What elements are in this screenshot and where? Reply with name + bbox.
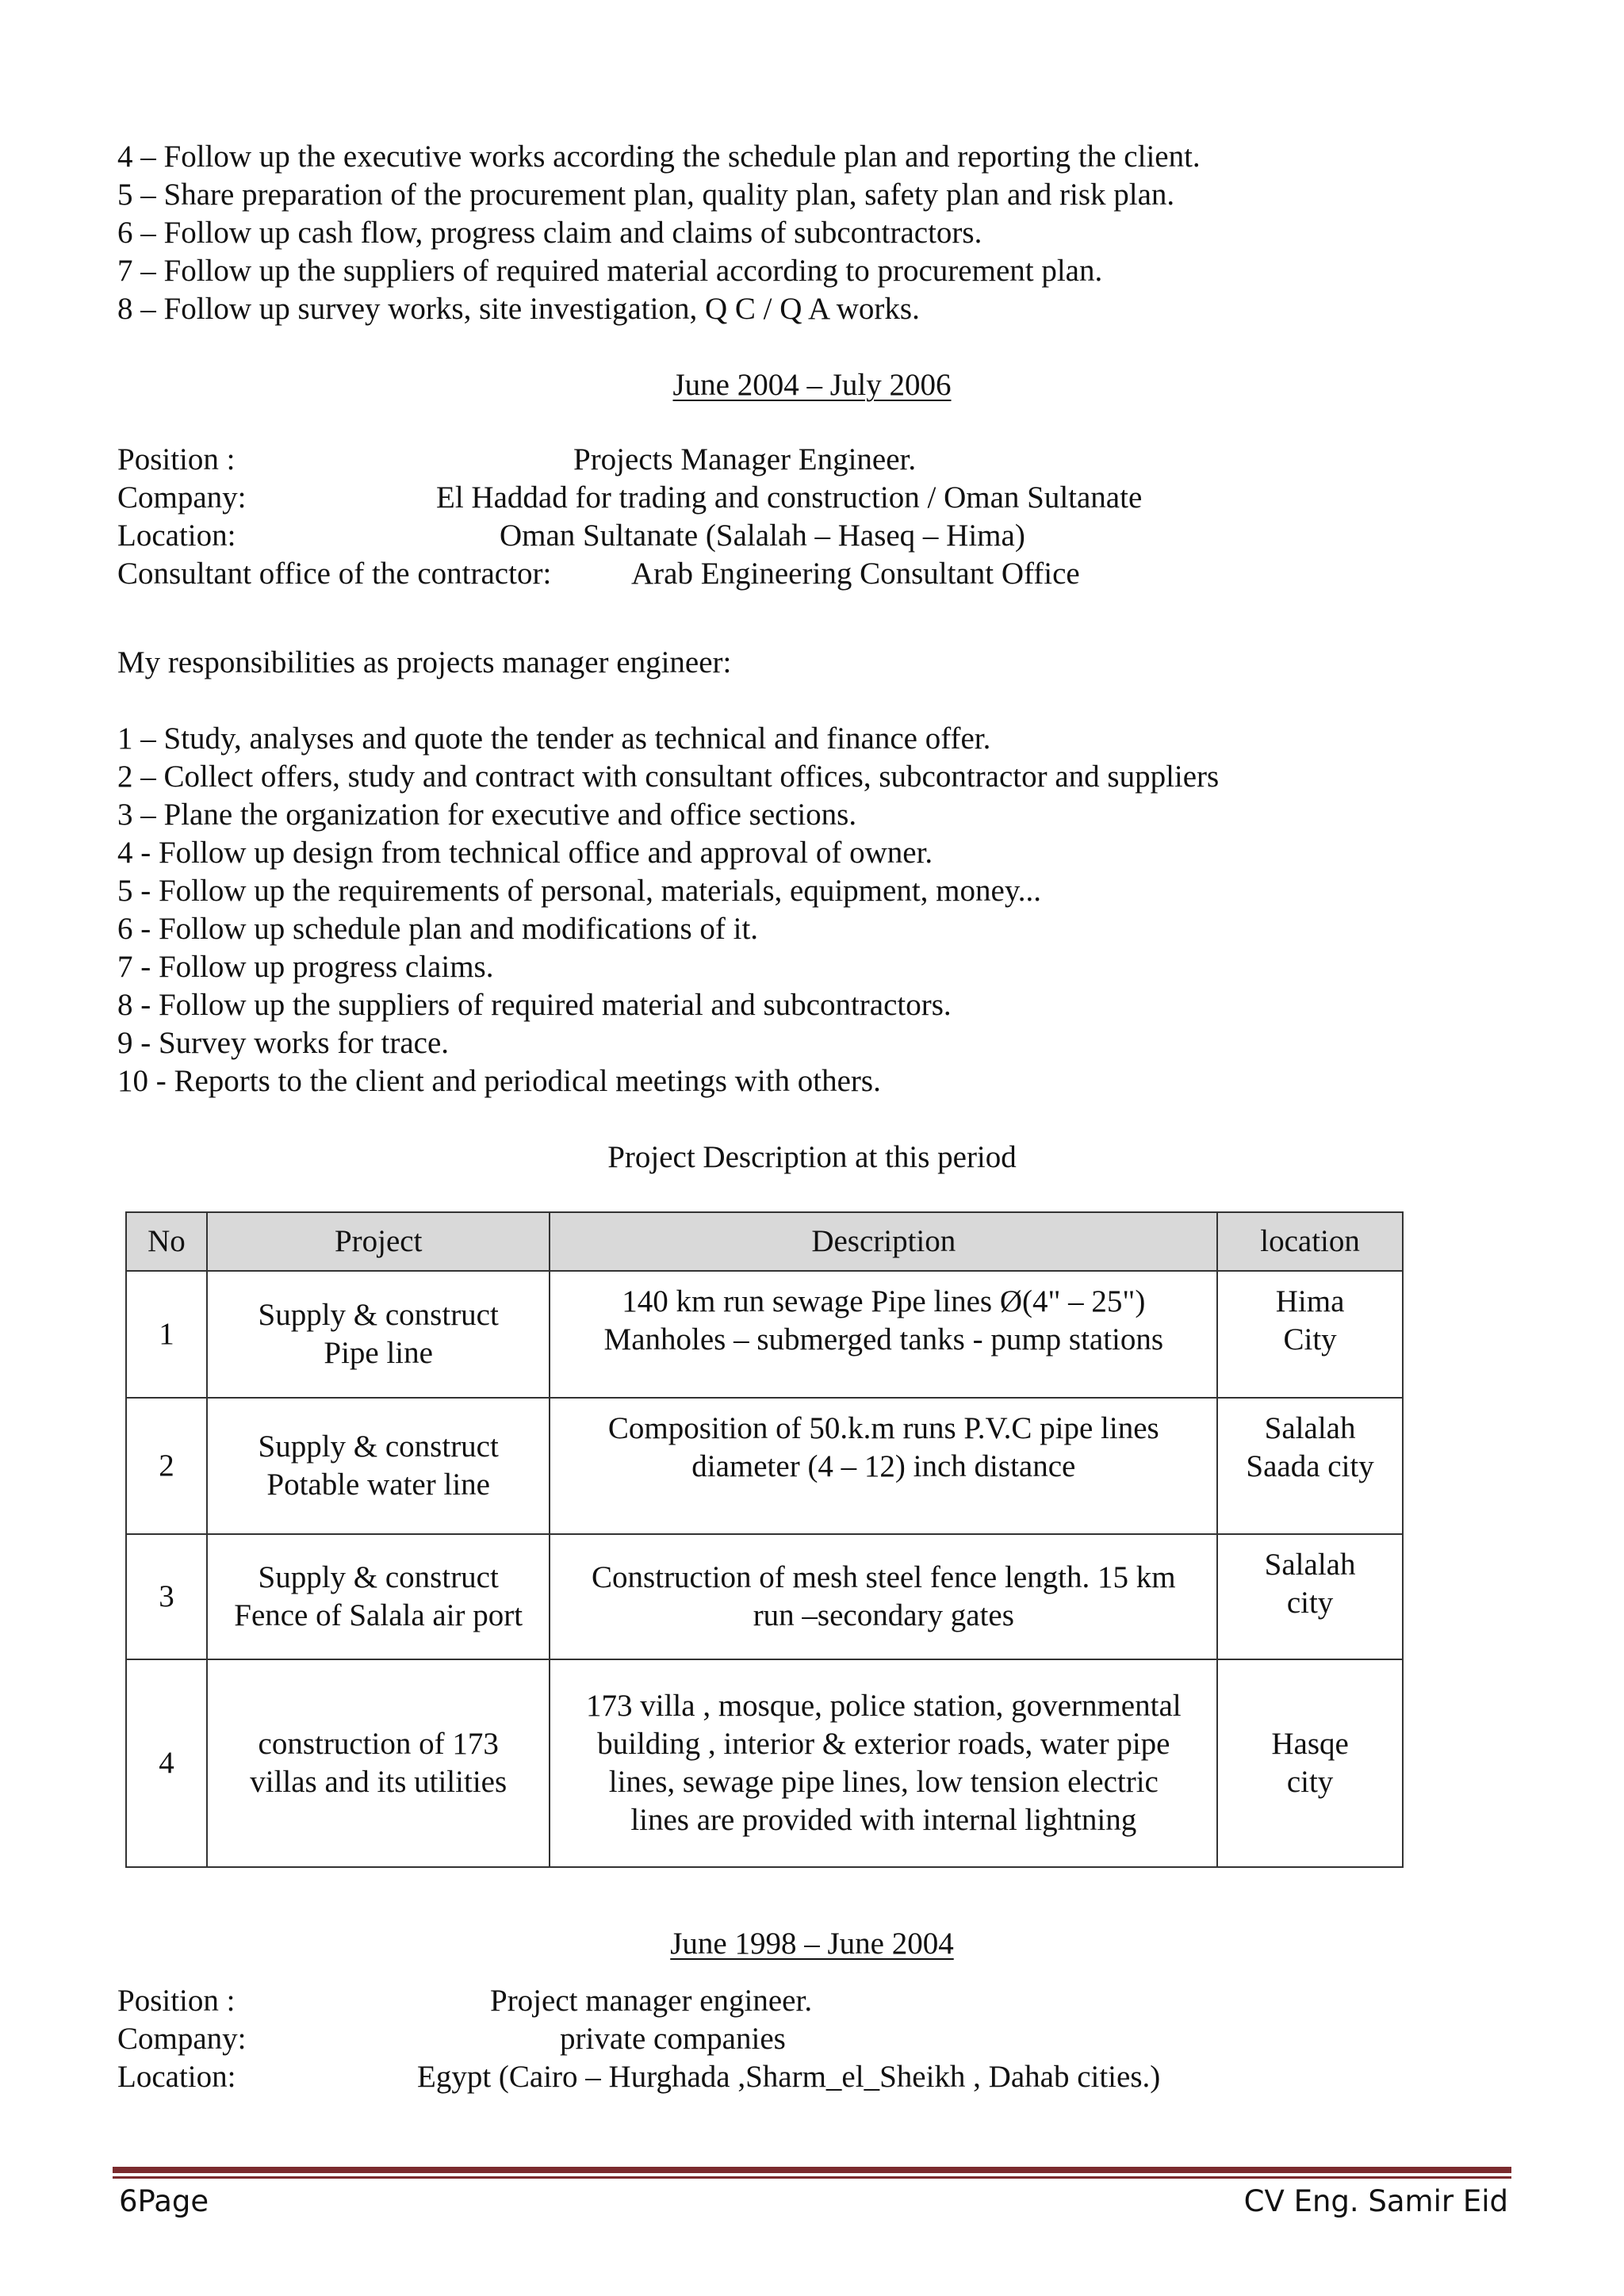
cell-description xyxy=(550,1659,1217,1867)
cell-text: Hasqe xyxy=(1271,1727,1349,1761)
column-header-location: location xyxy=(1217,1212,1403,1271)
cell-description xyxy=(550,1534,1217,1659)
period-dates: June 2004 – July 2006 xyxy=(672,368,952,402)
location-value: Oman Sultanate (Salalah – Haseq – Hima) xyxy=(500,519,1025,553)
duty-item-7: 7 – Follow up the suppliers of required material according to procurement plan. xyxy=(117,254,1103,288)
position-label: Position : xyxy=(117,442,236,476)
responsibility-item: 5 - Follow up the requirements of personal, materials, equipment, money... xyxy=(117,874,1042,908)
table-row xyxy=(126,1398,1403,1534)
cell-text: Supply & construct xyxy=(258,1429,499,1464)
cell-text: Fence of Salala air port xyxy=(234,1598,523,1632)
cell-text: Saada city xyxy=(1246,1449,1374,1483)
cell-text: diameter (4 – 12) inch distance xyxy=(691,1449,1076,1483)
company-label: Company: xyxy=(117,480,247,515)
cell-text: Hima xyxy=(1275,1284,1345,1318)
cell-text: lines are provided with internal lightning xyxy=(630,1803,1137,1837)
period-dates-heading xyxy=(0,366,1624,404)
cell-text: villas and its utilities xyxy=(250,1765,508,1799)
cell-no: 2 xyxy=(126,1398,207,1534)
location-row xyxy=(117,517,1465,555)
responsibility-item: 4 - Follow up design from technical office and approval of owner. xyxy=(117,836,933,870)
cell-location xyxy=(1217,1398,1403,1534)
cell-text: run –secondary gates xyxy=(753,1598,1014,1632)
company-row xyxy=(117,2020,1465,2058)
location-label: Location: xyxy=(117,519,236,553)
cell-project xyxy=(207,1271,550,1398)
cell-no: 3 xyxy=(126,1534,207,1659)
column-header-description: Description xyxy=(550,1212,1217,1271)
location-label: Location: xyxy=(117,2060,236,2094)
period-dates-heading xyxy=(0,1925,1624,1963)
period-dates: June 1998 – June 2004 xyxy=(670,1927,954,1961)
cell-no: 4 xyxy=(126,1659,207,1867)
responsibility-item: 1 – Study, analyses and quote the tender as technical and finance offer. xyxy=(117,721,991,756)
position-row xyxy=(117,441,1465,479)
cell-location xyxy=(1217,1271,1403,1398)
cell-project xyxy=(207,1398,550,1534)
location-value: Egypt (Cairo – Hurghada ,Sharm_el_Sheikh , Dahab cities.) xyxy=(417,2060,1161,2094)
duty-item-4: 4 – Follow up the executive works according the schedule plan and reporting the client. xyxy=(117,140,1201,174)
table-row xyxy=(126,1271,1403,1398)
footer-author: CV Eng. Samir Eid xyxy=(1243,2184,1508,2218)
company-value: private companies xyxy=(560,2022,786,2056)
footer-rule xyxy=(113,2167,1511,2173)
table-row xyxy=(126,1534,1403,1659)
cell-text: Salalah xyxy=(1264,1411,1356,1445)
position-value: Projects Manager Engineer. xyxy=(573,442,917,476)
consultant-row xyxy=(117,555,1465,593)
responsibility-item: 10 - Reports to the client and periodical meetings with others. xyxy=(117,1064,881,1098)
table-title: Project Description at this period xyxy=(607,1140,1017,1174)
cell-text: Supply & construct xyxy=(258,1298,499,1332)
duty-item-5: 5 – Share preparation of the procurement plan, quality plan, safety plan and risk plan. xyxy=(117,178,1175,212)
position-row xyxy=(117,1982,1465,2020)
company-label: Company: xyxy=(117,2022,247,2056)
position-label: Position : xyxy=(117,1984,236,2018)
cell-text: Construction of mesh steel fence length. 15 km xyxy=(592,1560,1176,1594)
cell-text: Composition of 50.k.m runs P.V.C pipe lines xyxy=(607,1411,1159,1445)
cell-text: building , interior & exterior roads, water pipe xyxy=(597,1727,1170,1761)
cell-description xyxy=(550,1398,1217,1534)
cell-text: lines, sewage pipe lines, low tension electric xyxy=(608,1765,1159,1799)
cell-text: Pipe line xyxy=(324,1336,433,1370)
cell-text: construction of 173 xyxy=(258,1727,499,1761)
cell-text: 173 villa , mosque, police station, governmental xyxy=(586,1689,1182,1723)
consultant-value: Arab Engineering Consultant Office xyxy=(631,557,1080,591)
cell-text: City xyxy=(1283,1322,1337,1357)
footer-page-number: 6Page xyxy=(119,2184,209,2218)
position-value: Project manager engineer. xyxy=(490,1984,813,2018)
responsibility-item: 2 – Collect offers, study and contract with consultant offices, subcontractor and suppliers xyxy=(117,760,1220,794)
cell-text: Supply & construct xyxy=(258,1560,499,1594)
responsibility-item: 9 - Survey works for trace. xyxy=(117,1026,450,1060)
responsibility-item: 8 - Follow up the suppliers of required material and subcontractors. xyxy=(117,988,952,1022)
cell-text: Potable water line xyxy=(266,1468,490,1502)
footer-rule-thin xyxy=(113,2176,1511,2179)
table-header-row xyxy=(126,1212,1403,1271)
cell-project xyxy=(207,1534,550,1659)
company-value: El Haddad for trading and construction / Oman Sultanate xyxy=(436,480,1143,515)
cell-text: Salalah xyxy=(1264,1548,1356,1582)
table-row xyxy=(126,1659,1403,1867)
location-row xyxy=(117,2058,1465,2096)
cell-text: Manholes – submerged tanks - pump stations xyxy=(603,1322,1164,1357)
duty-item-8: 8 – Follow up survey works, site investigation, Q C / Q A works. xyxy=(117,292,920,326)
cell-text: city xyxy=(1286,1586,1334,1620)
cell-text: city xyxy=(1286,1765,1334,1799)
cell-location xyxy=(1217,1534,1403,1659)
cell-project xyxy=(207,1659,550,1867)
consultant-label: Consultant office of the contractor: xyxy=(117,557,552,591)
responsibility-item: 7 - Follow up progress claims. xyxy=(117,950,494,984)
cell-location xyxy=(1217,1659,1403,1867)
duty-item-6: 6 – Follow up cash flow, progress claim and claims of subcontractors. xyxy=(117,216,982,250)
project-table xyxy=(125,1211,1404,1868)
cell-text: 140 km run sewage Pipe lines Ø(4" – 25") xyxy=(622,1284,1146,1318)
responsibility-item: 6 - Follow up schedule plan and modifications of it. xyxy=(117,912,759,946)
cell-no: 1 xyxy=(126,1271,207,1398)
responsibilities-title: My responsibilities as projects manager engineer: xyxy=(117,645,732,679)
column-header-project: Project xyxy=(207,1212,550,1271)
cell-description xyxy=(550,1271,1217,1398)
column-header-no: No xyxy=(126,1212,207,1271)
company-row xyxy=(117,479,1465,517)
responsibility-item: 3 – Plane the organization for executive and office sections. xyxy=(117,798,857,832)
